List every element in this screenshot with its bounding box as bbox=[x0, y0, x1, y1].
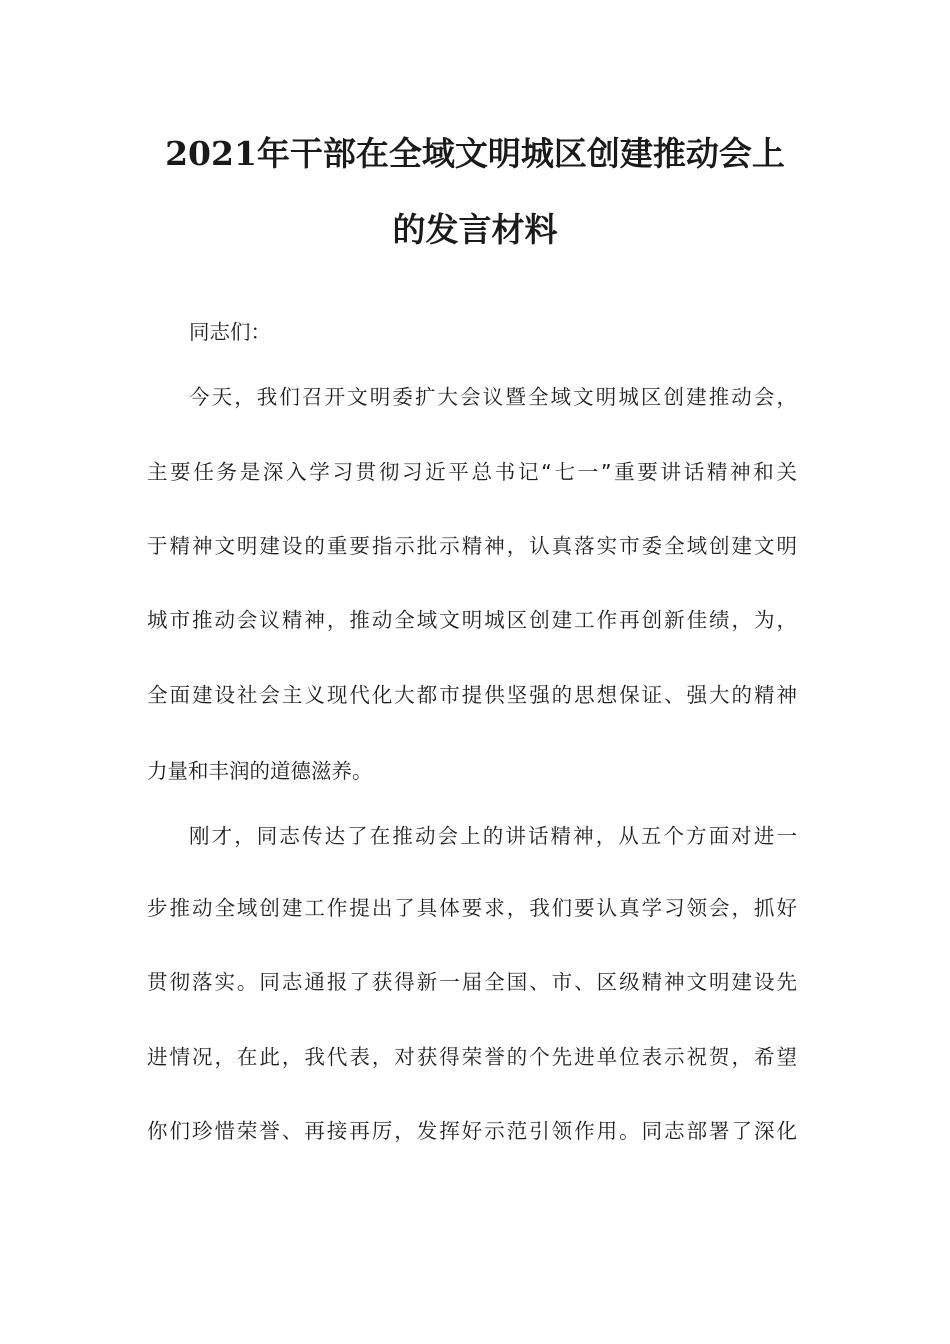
paragraph-line: 贯彻落实。同志通报了获得新一届全国、市、区级精神文明建设先 bbox=[147, 970, 797, 994]
salutation: 同志们： bbox=[189, 320, 271, 344]
paragraph-line: 城市推动会议精神，推动全域文明城区创建工作再创新佳绩，为， bbox=[147, 608, 797, 632]
paragraph-line: 力量和丰润的道德滋养。 bbox=[147, 759, 373, 783]
paragraph-line: 你们珍惜荣誉、再接再厉，发挥好示范引领作用。同志部署了深化 bbox=[147, 1119, 797, 1143]
paragraph-line: 进情况，在此，我代表，对获得荣誉的个先进单位表示祝贺，希望 bbox=[147, 1045, 797, 1069]
paragraph-line: 于精神文明建设的重要指示批示精神，认真落实市委全域创建文明 bbox=[147, 534, 797, 558]
document-title-line-1: 2021年干部在全域文明城区创建推动会上 bbox=[165, 134, 785, 173]
paragraph-line: 主要任务是深入学习贯彻习近平总书记“七一”重要讲话精神和关 bbox=[147, 460, 797, 484]
paragraph-line: 今天，我们召开文明委扩大会议暨全域文明城区创建推动会， bbox=[189, 385, 797, 409]
paragraph-line: 刚才，同志传达了在推动会上的讲话精神，从五个方面对进一 bbox=[189, 824, 797, 848]
document-title-line-2: 的发言材料 bbox=[392, 210, 558, 249]
paragraph-line: 步推动全域创建工作提出了具体要求，我们要认真学习领会，抓好 bbox=[147, 896, 797, 920]
paragraph-line: 全面建设社会主义现代化大都市提供坚强的思想保证、强大的精神 bbox=[147, 683, 797, 707]
